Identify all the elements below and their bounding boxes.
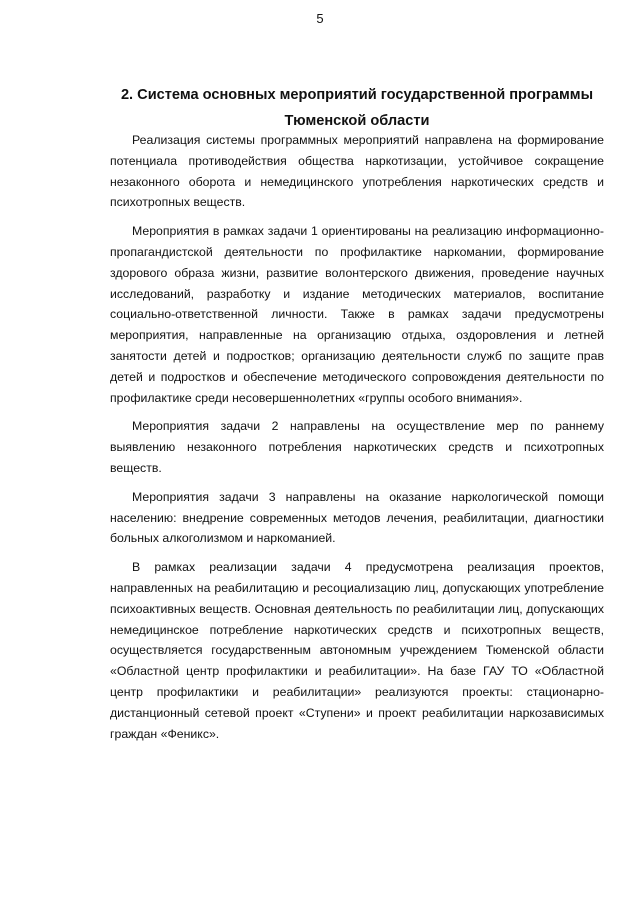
page-number: 5 xyxy=(316,11,324,26)
paragraph-2: Мероприятия в рамках задачи 1 ориентированы на реализацию информационно-пропагандистской деятельности по профилактике наркомании, формирование здорового образа жизни, развитие волонтерского движения, проведение научных исследований, разработку и издание методических материалов, воспитание социально-ответственной личности. Также в рамках задачи предусмотрены мероприятия, направленные на организацию отдыха, оздоровления и летней занятости детей и подростков; организацию деятельности служб по защите прав детей и подростков и обеспечение методического сопровождения деятельности по профилактике среди несовершеннолетних «группы особого внимания». xyxy=(110,224,604,405)
paragraph-4: Мероприятия задачи 3 направлены на оказание наркологической помощи населению: внедрение современных методов лечения, реабилитации, диагностики больных алкоголизмом и наркоманией. xyxy=(110,489,604,546)
paragraph-5: В рамках реализации задачи 4 предусмотрена реализация проектов, направленных на реабилитацию и ресоциализацию лиц, допускающих употребление психоактивных веществ. Основная деятельность по реабилитации лиц, допускающих немедицинское потребление наркотических средств и психотропных веществ, осуществляется государственным автономным учреждением Тюменской области «Областной центр профилактики и реабилитации». На базе ГАУ ТО «Областной центр профилактики и реабилитации» реализуются проекты: стационарно-дистанционный сетевой проект «Ступени» и проект реабилитации наркозависимых граждан «Феникс». xyxy=(110,560,604,741)
document-body xyxy=(110,130,604,752)
paragraph-1: Реализация системы программных мероприятий направлена на формирование потенциала противодействия общества наркотизации, устойчивое сокращение незаконного оборота и немедицинского употребления наркотических средств и психотропных веществ. xyxy=(110,133,604,210)
paragraph-3: Мероприятия задачи 2 направлены на осуществление мер по раннему выявлению незаконного потребления наркотических средств и психотропных веществ. xyxy=(110,419,604,475)
section-title: 2. Система основных мероприятий государственной программы Тюменской области xyxy=(120,87,594,129)
